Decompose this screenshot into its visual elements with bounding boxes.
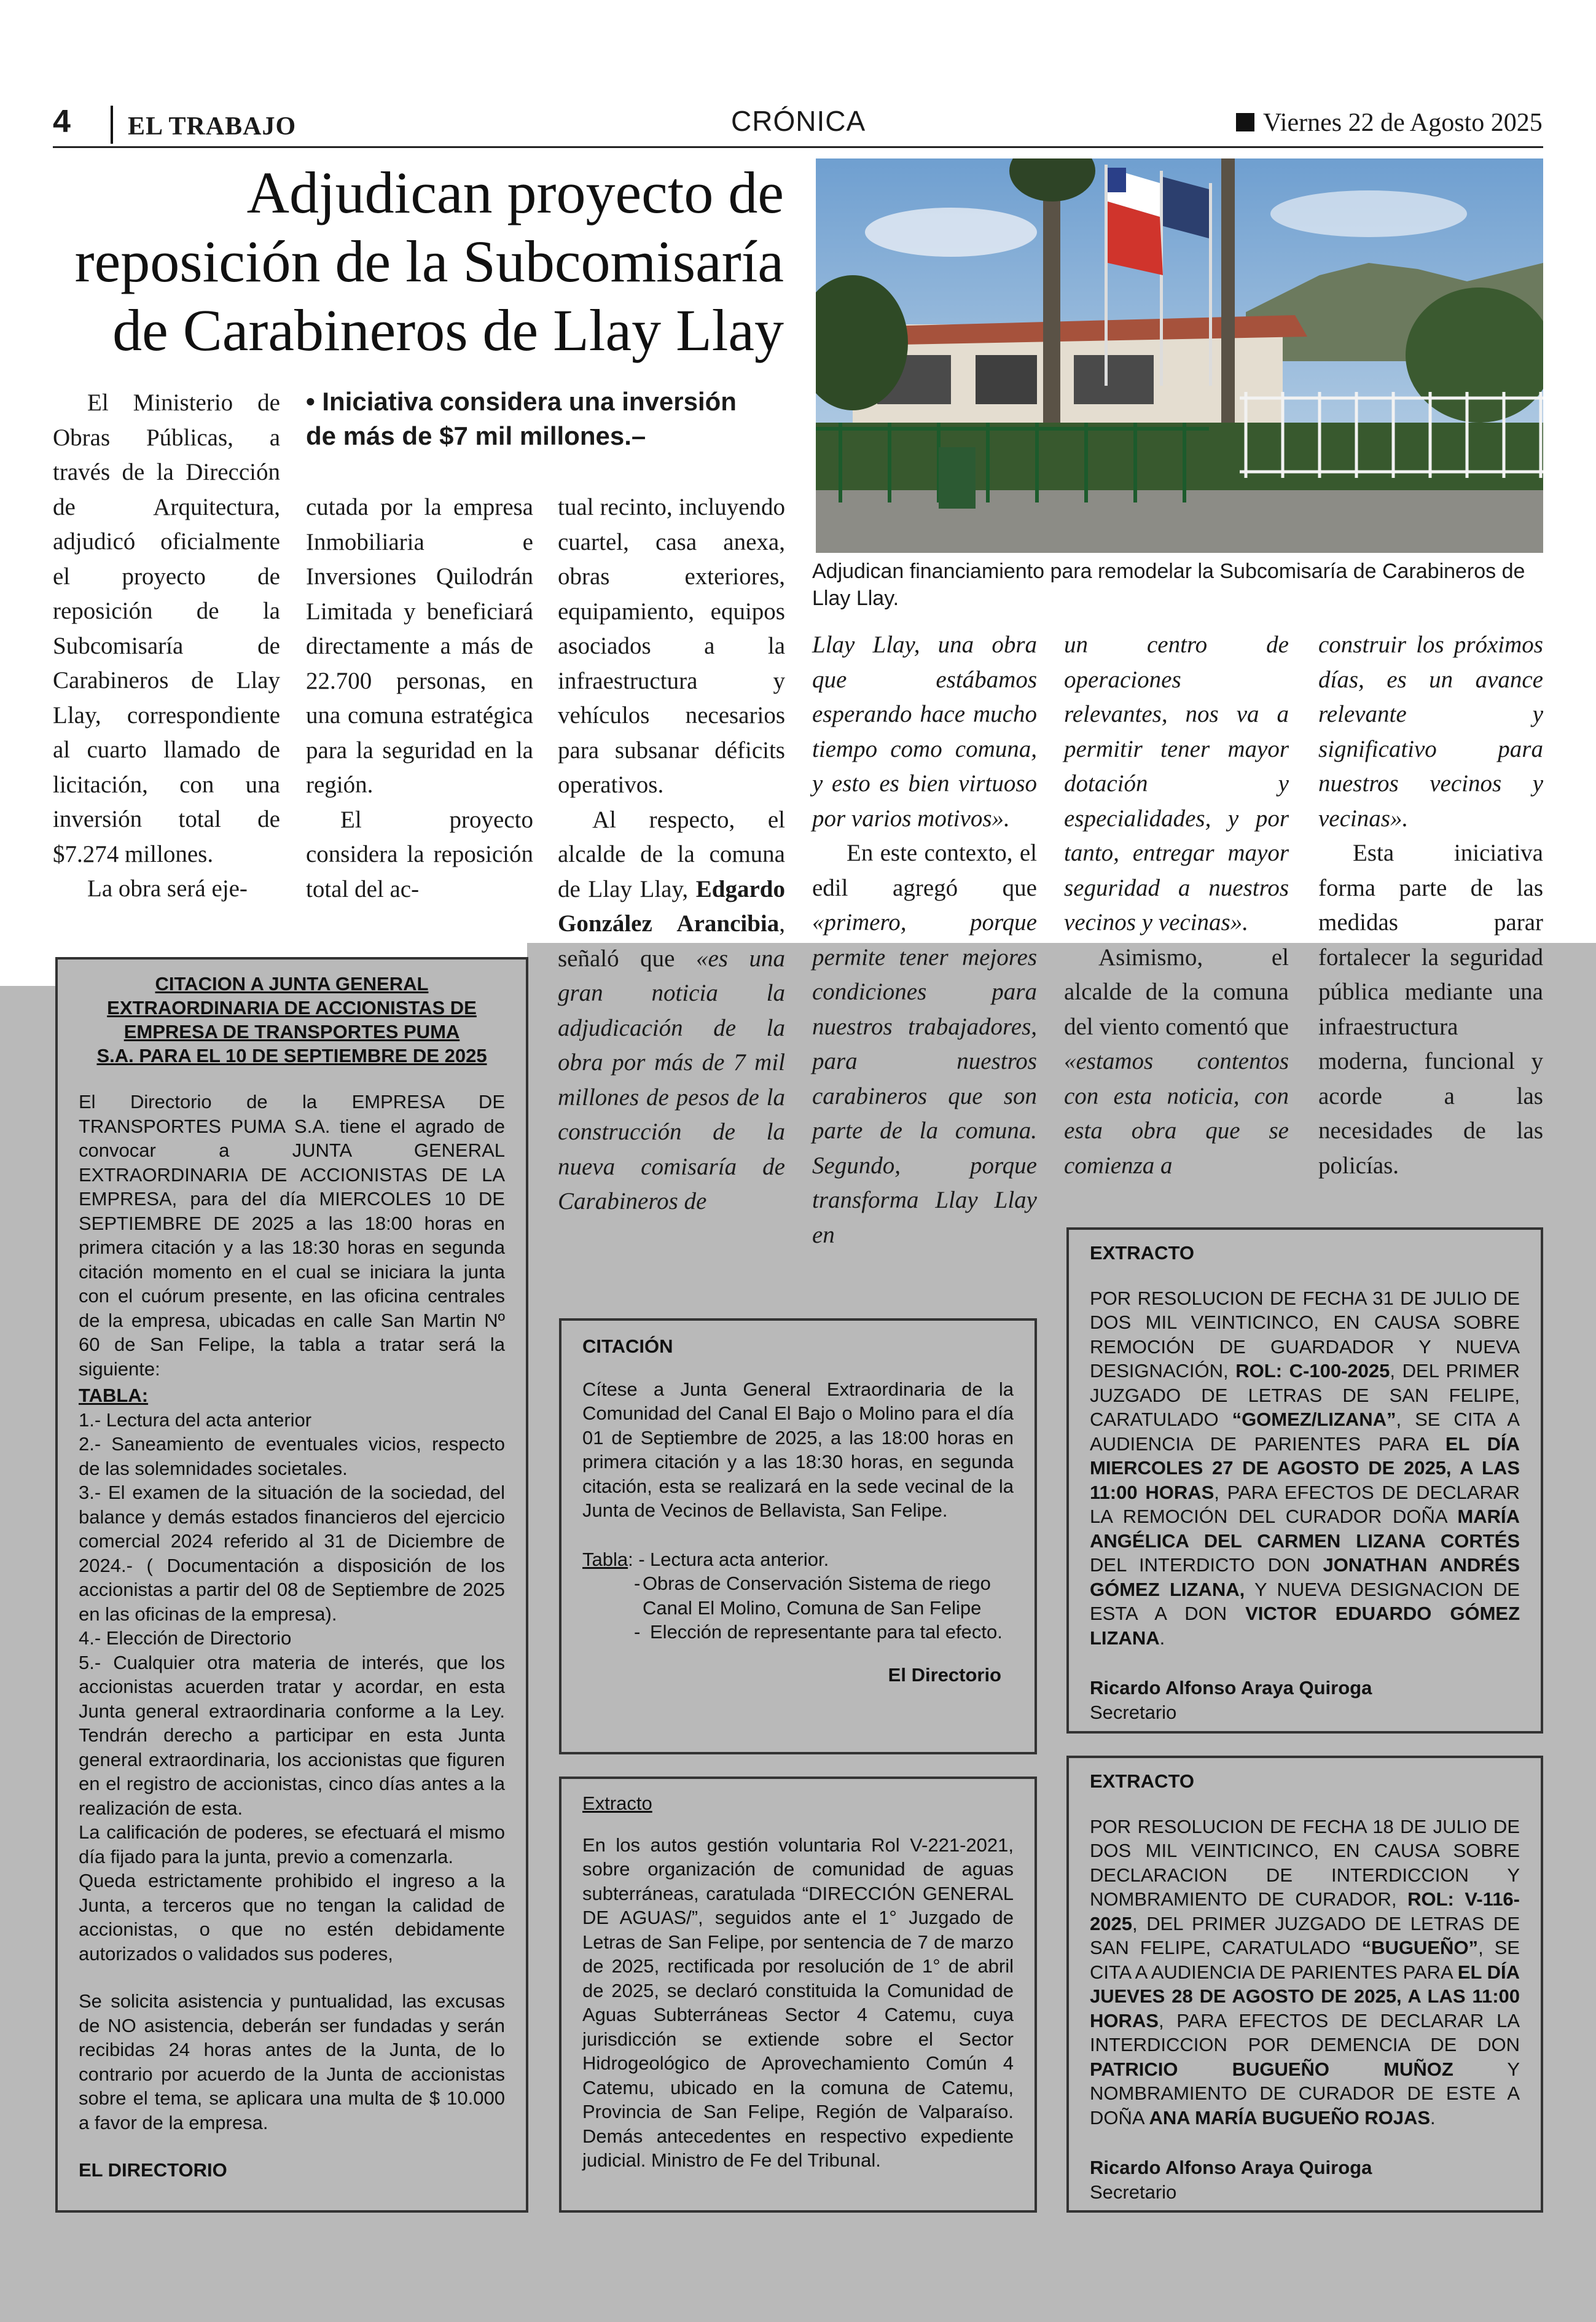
agenda-item: Queda estrictamente prohibido el ingreso a la Junta, a terceros que no tengan la calidad de accionistas, o que no estén debidamente autorizados o validados sus poderes, [79, 1870, 505, 1964]
tabla-label: Tabla [582, 1548, 628, 1570]
agenda-item: 4.- Elección de Directorio [79, 1627, 292, 1649]
notice-title-line: EMPRESA DE TRANSPORTES PUMA [123, 1021, 460, 1042]
text-run: En este contexto, el edil agregó que [812, 840, 1037, 901]
signer-role: Secretario [1090, 2181, 1177, 2203]
notice-title: CITACIÓN [582, 1335, 673, 1357]
article-deck [306, 385, 797, 453]
notice-puma [55, 957, 528, 2213]
notice-title: Extracto [582, 1792, 652, 1814]
text-run: Al respecto, el alcalde de la comuna de Llay Llay, [558, 806, 785, 902]
case-rol: ROL: V-116-2025 [1090, 1888, 1520, 1934]
dash-glyph: - [634, 1621, 641, 1643]
notice-title-line: CITACION A JUNTA GENERAL [155, 973, 429, 995]
section-title: CRÓNICA [731, 105, 866, 137]
article-headline [53, 158, 784, 365]
signer-name: Ricardo Alfonso Araya Quiroga [1090, 2157, 1372, 2178]
notice-body: Cítese a Junta General Extraordinaria de la Comunidad del Canal El Bajo o Molino para el día 01 de Septiembre de 2025, a las 18:00 horas en primera citación y a las 18:30 horas, en segunda citación, esta se realizará en la sede vecinal de la Junta de Vecinos de Bellavista, San Felipe. [582, 1378, 1014, 1521]
quote-text: «es una gran noticia la adjudicación de la obra por más de 7 mil millones de pesos de la construcción de la nueva comisaría de Carabineros de [558, 945, 785, 1214]
text-run: , SE CITA A AUDIENCIA DE PARIENTES PARA [1090, 1409, 1520, 1455]
agenda-text: Obras de Conservación Sistema de riego Canal El Molino, Comuna de San Felipe [642, 1573, 991, 1619]
hearing-date: EL DÍA MIERCOLES 27 DE AGOSTO DE 2025, A LAS 11:00 HORAS [1090, 1433, 1520, 1503]
headline-line: Adjudican proyecto de [246, 160, 784, 225]
text-run: DEL INTERDICTO DON [1090, 1554, 1323, 1576]
mayor-name: Edgardo González Arancibia [558, 875, 785, 937]
signer-role: Secretario [1090, 1701, 1177, 1723]
dash-glyph: - [634, 1573, 641, 1594]
issue-date: Viernes 22 de Agosto 2025 [1263, 109, 1543, 137]
agenda-list [634, 1547, 1014, 1644]
quote-text: un centro de operaciones relevantes, nos va a permitir tener mayor dotación y especialidades, y por tanto, entregar mayor seguridad a nuestros vecinos y vecinas». [1064, 631, 1289, 936]
notice-body: El Directorio de la EMPRESA DE TRANSPORTES PUMA S.A. tiene el agrado de convocar a JUNTA GENERAL EXTRAORDINARIA DE ACCIONISTAS DE LA EMPRESA, para del día MIERCOLES 10 DE SEPTIEMBRE DE 2025 a las 18:00 horas en primera citación y a las 18:30 horas en segunda citación momento en el cual se iniciara la junta con el cuórum presente, en las oficina centrales de la empresa, ubicadas en calle San Martin Nº 60 de San Felipe, la tabla a tratar será la siguiente: [79, 1091, 505, 1380]
text-run: , PARA EFECTOS DE DECLARAR LA REMOCIÓN DEL CURADOR DOÑA [1090, 1481, 1520, 1527]
person-name: ANA MARÍA BUGUEÑO ROJAS [1149, 2106, 1431, 2128]
header-rule [53, 146, 1543, 148]
agenda-item: 1.- Lectura del acta anterior [79, 1409, 312, 1431]
article-column-6 [1318, 628, 1543, 1183]
agenda-text: Elección de representante para tal efecto. [650, 1621, 1003, 1643]
person-name: JONATHAN ANDRÉS GÓMEZ LIZANA, [1090, 1554, 1520, 1600]
agenda-item [634, 1571, 1014, 1620]
article-paragraph [1064, 628, 1289, 940]
notice-title-line: EXTRAORDINARIA DE ACCIONISTAS DE [107, 997, 477, 1018]
text-run: , DEL PRIMER JUZGADO DE LETRAS DE SAN FELIPE, CARATULADO [1090, 1360, 1520, 1430]
person-name: VICTOR EDUARDO GÓMEZ LIZANA [1090, 1603, 1520, 1649]
article-paragraph [558, 803, 785, 1219]
case-title: “GOMEZ/LIZANA” [1232, 1409, 1396, 1430]
text-run: POR RESOLUCION DE FECHA 31 DE JULIO DE DOS MIL VEINTICINCO, EN CAUSA SOBRE REMOCIÓN DE GUARDADOR Y NUEVA DESIGNACIÓN, [1090, 1287, 1520, 1382]
page-number: 4 [53, 104, 71, 139]
article-column-1 [53, 386, 280, 907]
newspaper-name: EL TRABAJO [128, 112, 297, 141]
notice-signature: El Directorio [888, 1663, 1001, 1686]
case-rol: ROL: C-100-2025 [1235, 1360, 1390, 1382]
agenda-item: 5.- Cualquier otra materia de interés, que los accionistas acuerden tratar y acordar, en esta Junta general extraordinaria conforme a la Ley. Tendrán derecho a participar en esta Junta general extraordinaria, los accionistas que figuren en el registro de accionistas, cinco días antes a la realización de esta. [79, 1651, 505, 1819]
notice-aguas [559, 1777, 1037, 2213]
notice-title-line: S.A. PARA EL 10 DE SEPTIEMBRE DE 2025 [96, 1045, 487, 1066]
notice-signature: EL DIRECTORIO [79, 2159, 227, 2181]
notice-closing: Se solicita asistencia y puntualidad, las excusas de NO asistencia, deberán ser fundadas y serán recibidas 24 horas antes de la Junta, de lo contrario por acuerdo de la Junta de accionistas sobre el tema, se aplicara una multa de $ 10.000 a favor de la empresa. [79, 1990, 505, 2133]
article-paragraph: tual recinto, incluyendo cuartel, casa anexa, obras exteriores, equipamiento, equipos asociados a la infraestructura y vehículos necesarios para subsanar déficits operativos. [558, 494, 785, 798]
agenda-item [650, 1547, 1014, 1572]
headline-line: de Carabineros de Llay Llay [112, 297, 784, 363]
deck-line: • Iniciativa considera una inversión [306, 387, 737, 416]
article-paragraph: El proyecto considera la reposición total del ac- [306, 806, 533, 902]
article-paragraph: Esta iniciativa forma parte de las medidas parar fortalecer la seguridad pública mediante una infraestructura moderna, funcional y acorde a las necesidades de las policías. [1318, 840, 1543, 1179]
agenda [582, 1547, 1014, 1644]
notice-body [1090, 1815, 1520, 2130]
text-run: Asimismo, el alcalde de la comuna del viento comentó que [1064, 944, 1289, 1040]
article-column-5 [1064, 628, 1289, 1183]
quote-text: «primero, porque permite tener mejores condiciones para nuestros trabajadores, para nuestros carabineros que son parte de la comuna. Segundo, porque transforma Llay Llay en [812, 909, 1037, 1248]
text-run: POR RESOLUCION DE FECHA 18 DE JULIO DE DOS MIL VEINTICINCO, EN CAUSA SOBRE DECLARACION DE INTERDICCION Y NOMBRAMIENTO DE CURADOR, [1090, 1815, 1520, 1910]
quote-text: «estamos contentos con esta noticia, con esta obra que se comienza a [1064, 1048, 1289, 1179]
person-name: MARÍA ANGÉLICA DEL CARMEN LIZANA CORTÉS [1090, 1506, 1520, 1552]
article-photo [816, 158, 1543, 553]
notice-gomez [1066, 1227, 1543, 1734]
article-paragraph [1318, 628, 1543, 836]
case-title: “BUGUEÑO” [1361, 1937, 1479, 1958]
agenda-item: 2.- Saneamiento de eventuales vicios, respecto de las solemnidades societales. [79, 1433, 505, 1479]
article-column-4 [812, 628, 1037, 1253]
article-paragraph [812, 836, 1037, 1253]
text-run: , señaló que [558, 910, 785, 972]
article-paragraph [1064, 940, 1289, 1184]
agenda-item: La calificación de poderes, se efectuará el mismo día fijado para la junta, previo a comenzarla. [79, 1821, 505, 1867]
agenda-label-cell: Tabla: - [582, 1548, 645, 1570]
text-run: . [1159, 1627, 1165, 1649]
square-bullet-icon [1236, 113, 1254, 131]
person-name: PATRICIO BUGUEÑO MUÑOZ [1090, 2058, 1453, 2080]
agenda-item: 3.- El examen de la situación de la sociedad, del balance y demás estados financieros del ejercicio comercial 2024 referido al 31 de Diciembre de 2024.- ( Documentación a disposición de los accionistas a partir del 08 de Septiembre de 2025 en las oficinas de la empresa). [79, 1482, 505, 1625]
notice-bugueno [1066, 1756, 1543, 2213]
quote-text: construir los próximos días, es un avance relevante y significativo para nuestros vecinos y vecinas». [1318, 631, 1543, 832]
article-column-2 [306, 490, 533, 907]
text-run: , PARA EFECTOS DE DECLARAR LA INTERDICCION POR DEMENCIA DE DON [1090, 2009, 1520, 2055]
police-station-photo [816, 158, 1543, 553]
hearing-date: EL DÍA JUEVES 28 DE AGOSTO DE 2025, A LAS 11:00 HORAS [1090, 1961, 1520, 2031]
photo-caption: Adjudican financiamiento para remodelar la Subcomisaría de Carabineros de Llay Llay. [812, 560, 1525, 610]
headline-line: reposición de la Subcomisaría [74, 229, 784, 294]
notice-title [79, 972, 505, 1068]
notice-title: EXTRACTO [1090, 1242, 1194, 1264]
text-run: Y NUEVA DESIGNACION DE ESTA A DON [1090, 1578, 1520, 1624]
deck-line: de más de $7 mil millones.– [306, 421, 646, 450]
signer-name: Ricardo Alfonso Araya Quiroga [1090, 1677, 1372, 1698]
article-paragraph: cutada por la empresa Inmobiliaria e Inversiones Quilodrán Limitada y beneficiará directamente a más de 22.700 personas, en una comuna estratégica para la seguridad en la región. [306, 494, 533, 798]
agenda-item [634, 1620, 1014, 1644]
text-run: . [1430, 2106, 1436, 2128]
text-run: , DEL PRIMER JUZGADO DE LETRAS DE SAN FELIPE, CARATULADO [1090, 1912, 1520, 1958]
text-run: Y NOMBRAMIENTO DE CURADOR DE ESTE A DOÑA [1090, 2058, 1520, 2128]
notice-body: En los autos gestión voluntaria Rol V-221-2021, sobre organización de comunidad de aguas subterráneas, caratulada “DIRECCIÓN GENERAL DE AGUAS/”, seguidos ante el 1° Juzgado de Letras de San Felipe, por sentencia de 7 de marzo de 2025, rectificada por resolución de 1° de abril de 2025, se declaró constituida la Comunidad de Aguas Subterráneas Sector 4 Catemu, cuya jurisdicción se extiende sobre el Sector Hidrogeológico de Aprovechamiento Común 4 Catemu, ubicado en la comuna de Catemu, Provincia de San Felipe, Región de Valparaíso. Demás antecedentes en respectivo expediente judicial. Ministro de Fe del Tribunal. [582, 1834, 1014, 2171]
article-paragraph: El Ministerio de Obras Públicas, a través de la Dirección de Arquitectura, adjudicó oficialmente el proyecto de reposición de la Subcomisaría de Carabineros de Llay Llay, correspondiente al cuarto llamado de licitación, con una inversión total de $7.274 millones. [53, 389, 280, 867]
article-column-3 [558, 490, 785, 1219]
notice-body [1090, 1286, 1520, 1651]
text-run: , SE CITA A AUDIENCIA DE PARIENTES PARA [1090, 1937, 1520, 1983]
article-paragraph: La obra será eje- [87, 875, 248, 902]
agenda-text: Lectura acta anterior. [650, 1548, 829, 1570]
article-paragraph [812, 628, 1037, 836]
quote-text: Llay Llay, una obra que estábamos esperando hace mucho tiempo como comuna, y esto es bien virtuoso por varios motivos». [812, 631, 1037, 832]
header-divider [111, 106, 113, 144]
tabla-label: TABLA: [79, 1385, 149, 1406]
notice-canal [559, 1318, 1037, 1754]
notice-title: EXTRACTO [1090, 1770, 1194, 1792]
